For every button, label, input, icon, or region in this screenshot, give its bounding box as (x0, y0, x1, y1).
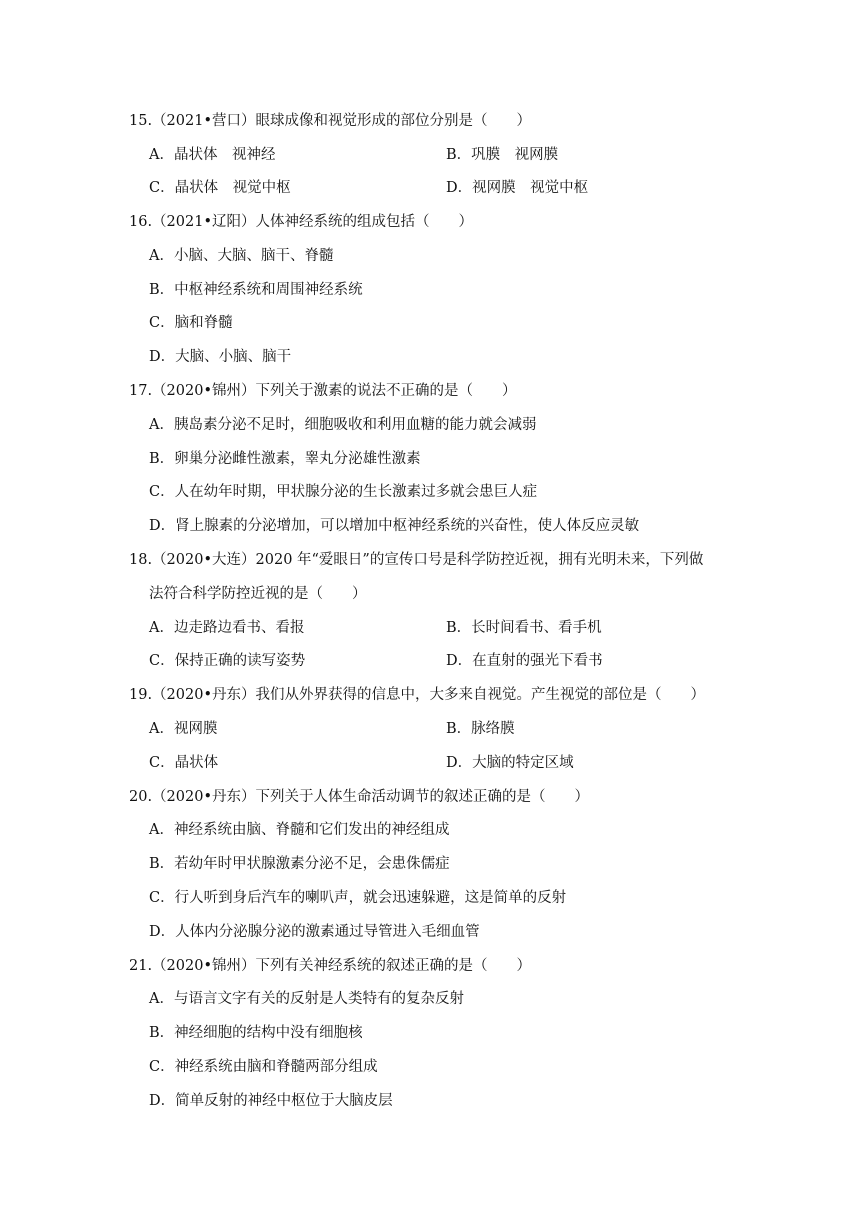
question-19-option-b: B．脉络膜 (446, 721, 515, 737)
question-21-option-a: A．与语言文字有关的反射是人类特有的复杂反射 (149, 991, 464, 1007)
question-21-stem: 21.（2020•锦州）下列有关神经系统的叙述正确的是（ ） (129, 958, 532, 974)
question-20-option-d: D．人体内分泌腺分泌的激素通过导管进入毛细血管 (149, 924, 480, 940)
question-16-option-c: C．脑和脊髓 (149, 315, 233, 331)
question-18-option-b: B．长时间看书、看手机 (446, 620, 602, 636)
question-17-option-b: B．卵巢分泌雌性激素，睾丸分泌雄性激素 (149, 451, 421, 467)
question-19-stem: 19.（2020•丹东）我们从外界获得的信息中，大多来自视觉。产生视觉的部位是（ ） (129, 687, 706, 703)
question-18-stem: 18.（2020•大连）2020 年“爱眼日”的宣传口号是科学防控近视，拥有光明未来，下列做 (129, 552, 704, 568)
question-16-stem: 16.（2021•辽阳）人体神经系统的组成包括（ ） (129, 214, 474, 230)
question-15-option-a: A．晶状体 视神经 (149, 147, 276, 163)
question-20-option-c: C．行人听到身后汽车的喇叭声，就会迅速躲避，这是简单的反射 (149, 890, 567, 906)
question-16-option-a: A．小脑、大脑、脑干、脊髓 (149, 248, 334, 264)
question-15-option-c: C．晶状体 视觉中枢 (149, 180, 291, 196)
question-15-stem: 15.（2021•营口）眼球成像和视觉形成的部位分别是（ ） (129, 113, 532, 129)
question-17-option-c: C．人在幼年时期，甲状腺分泌的生长激素过多就会患巨人症 (149, 484, 538, 500)
question-21-option-d: D．简单反射的神经中枢位于大脑皮层 (149, 1093, 393, 1109)
question-17-stem: 17.（2020•锦州）下列关于激素的说法不正确的是（ ） (129, 383, 517, 399)
question-15-option-d: D．视网膜 视觉中枢 (446, 180, 589, 196)
question-17-option-a: A．胰岛素分泌不足时，细胞吸收和利用血糖的能力就会减弱 (149, 417, 537, 433)
question-21-option-b: B．神经细胞的结构中没有细胞核 (149, 1025, 363, 1041)
question-20-option-b: B．若幼年时甲状腺激素分泌不足，会患侏儒症 (149, 856, 450, 872)
question-18-option-c: C．保持正确的读写姿势 (149, 653, 306, 669)
question-19-option-c: C．晶状体 (149, 755, 219, 771)
question-21-option-c: C．神经系统由脑和脊髓两部分组成 (149, 1059, 378, 1075)
question-18-stem-continued: 法符合科学防控近视的是（ ） (149, 586, 367, 602)
question-20-stem: 20.（2020•丹东）下列关于人体生命活动调节的叙述正确的是（ ） (129, 789, 590, 805)
question-19-option-d: D．大脑的特定区域 (446, 755, 574, 771)
question-18-option-a: A．边走路边看书、看报 (149, 620, 305, 636)
question-15-option-b: B．巩膜 视网膜 (446, 147, 559, 163)
question-20-option-a: A．神经系统由脑、脊髓和它们发出的神经组成 (149, 822, 450, 838)
question-17-option-d: D．肾上腺素的分泌增加，可以增加中枢神经系统的兴奋性，使人体反应灵敏 (149, 518, 640, 534)
question-18-option-d: D．在直射的强光下看书 (446, 653, 603, 669)
question-16-option-d: D．大脑、小脑、脑干 (149, 349, 292, 365)
question-19-option-a: A．视网膜 (149, 721, 218, 737)
question-16-option-b: B．中枢神经系统和周围神经系统 (149, 282, 363, 298)
